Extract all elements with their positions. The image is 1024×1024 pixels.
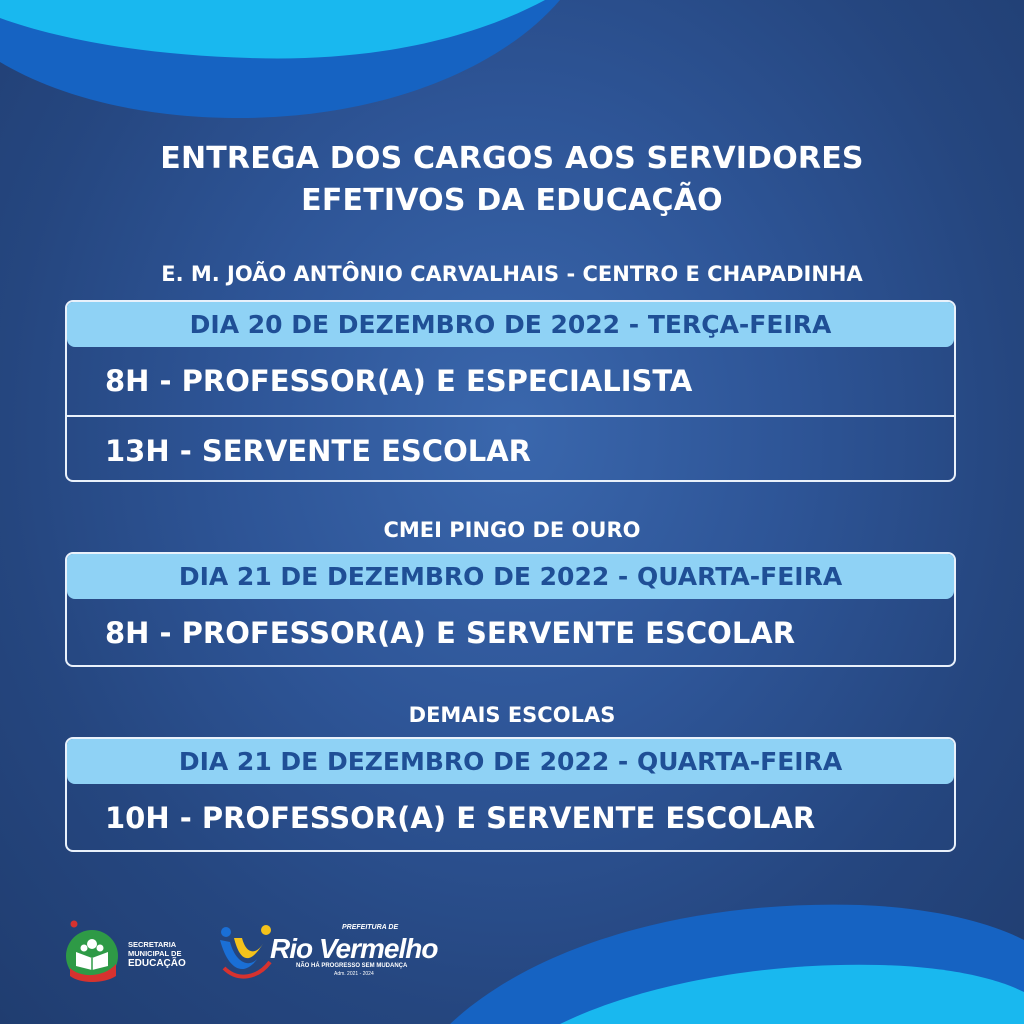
- schedule-row: 10H - PROFESSOR(A) E SERVENTE ESCOLAR: [105, 801, 816, 835]
- title-line-2: EFETIVOS DA EDUCAÇÃO: [301, 183, 723, 218]
- prefeitura-prefix: PREFEITURA DE: [342, 924, 399, 931]
- schedule-box: [65, 737, 956, 852]
- secretaria-text: [128, 940, 186, 970]
- secretaria-line-2: MUNICIPAL DE: [128, 949, 182, 958]
- school-label: DEMAIS ESCOLAS: [408, 703, 616, 727]
- secretaria-line-1: SECRETARIA: [128, 940, 177, 949]
- secretaria-logo: [62, 918, 192, 988]
- prefeitura-name: Rio Vermelho: [270, 933, 438, 964]
- prefeitura-logo: [214, 918, 444, 988]
- figure-emblem-icon: [214, 918, 276, 984]
- date-band: DIA 21 DE DEZEMBRO DE 2022 - QUARTA-FEIRA: [67, 554, 954, 599]
- schedule-box: [65, 300, 956, 482]
- title-line-1: ENTREGA DOS CARGOS AOS SERVIDORES: [160, 141, 864, 176]
- schedule-row: 8H - PROFESSOR(A) E ESPECIALISTA: [105, 364, 693, 398]
- secretaria-line-3: EDUCAÇÃO: [128, 958, 186, 969]
- schedule-box: [65, 552, 956, 667]
- schedule-row: 8H - PROFESSOR(A) E SERVENTE ESCOLAR: [105, 616, 796, 650]
- date-band: DIA 20 DE DEZEMBRO DE 2022 - TERÇA-FEIRA: [67, 302, 954, 347]
- prefeitura-slogan: NÃO HÁ PROGRESSO SEM MUDANÇA: [296, 963, 408, 969]
- schedule-row: 13H - SERVENTE ESCOLAR: [67, 415, 954, 482]
- page-title: [0, 138, 1024, 222]
- prefeitura-term: Adm. 2021 - 2024: [334, 971, 374, 977]
- date-band: DIA 21 DE DEZEMBRO DE 2022 - QUARTA-FEIRA: [67, 739, 954, 784]
- book-emblem-icon: [62, 918, 124, 984]
- school-label: CMEI PINGO DE OURO: [383, 518, 641, 542]
- school-label: E. M. JOÃO ANTÔNIO CARVALHAIS - CENTRO E CHAPADINHA: [161, 262, 863, 286]
